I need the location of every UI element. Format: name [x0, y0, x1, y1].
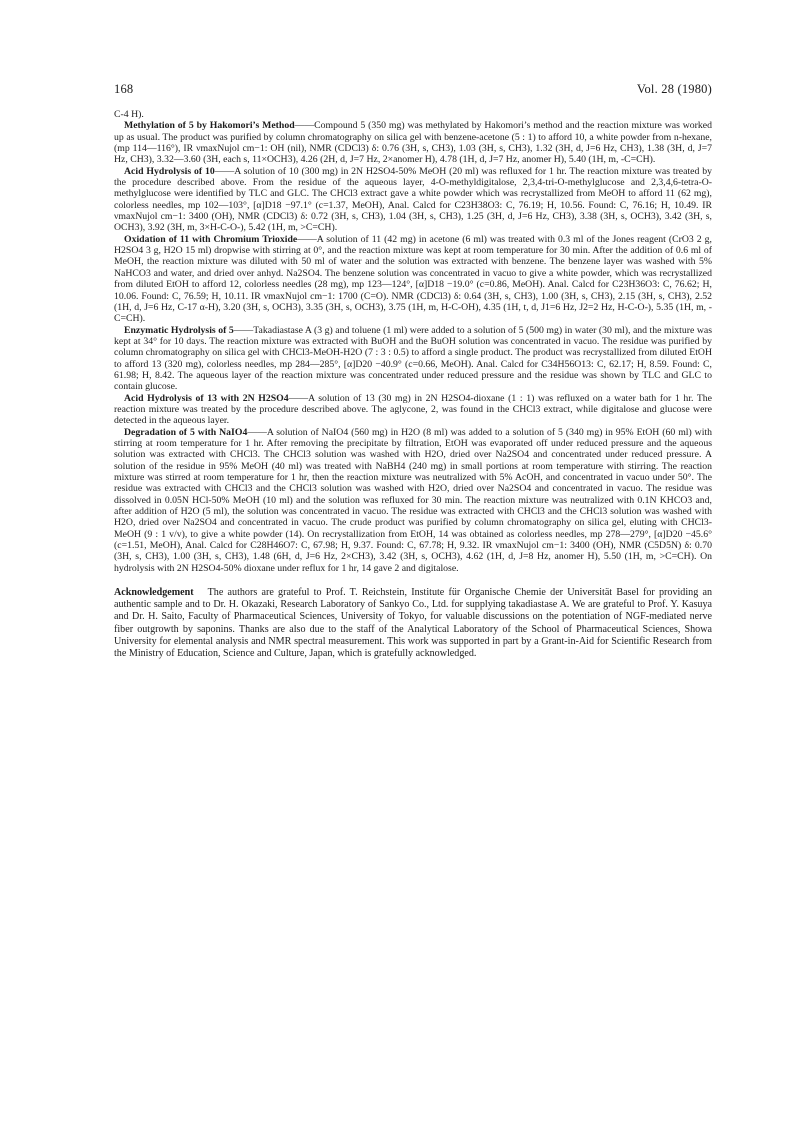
- paragraph-heading: Methylation of 5 by Hakomori’s Method: [124, 120, 295, 132]
- paragraph-text: ——A solution of 11 (42 mg) in acetone (6 ml) was treated with 0.3 ml of the Jones reagent (CrO3 2 g, H2SO4 3 g, H2O 15 ml) dropwise with stirring at 0°, and the reaction mixture was kept at room temperature for 30 min. After the addition of 0.6 ml of MeOH, the reaction mixture was diluted with 50 ml of water and the solution was extracted with benzene. The benzene layer was washed with 5% NaHCO3 and water, and dried over anhyd. Na2SO4. The benzene solution was concentrated in vacuo to give a white powder, which was recrystallized from diluted EtOH to afford 12, colorless needles (28 mg), mp 123—124°, [α]D18 −19.0° (c=0.86, MeOH). Anal. Calcd for C23H36O3: C, 76.62; H, 10.06. Found: C, 76.59; H, 10.11. IR νmaxNujol cm−1: 1700 (C=O). NMR (CDCl3) δ: 0.64 (3H, s, CH3), 1.00 (3H, s, CH3), 2.15 (3H, s, CH3), 2.52 (1H, d, J=6 Hz, C-17 α-H), 3.20 (3H, s, OCH3), 3.35 (3H, s, OCH3), 3.75 (1H, m, H-C-OH), 4.35 (1H, t, d, J1=6 Hz, J2=2 Hz, H-C-O-), 5.35 (1H, m, -C=CH).: [114, 233, 712, 325]
- acknowledgement-heading: Acknowledgement: [114, 587, 194, 599]
- paragraph-text: ——Compound 5 (350 mg) was methylated by Hakomori’s method and the reaction mixture was worked up as usual. The product was purified by column chromatography on silica gel with benzene-acetone (5 : 1) to afford 10, a white powder from n-hexane, (mp 114—116°), IR νmaxNujol cm−1: OH (nil), NMR (CDCl3) δ: 0.76 (3H, s, CH3), 1.03 (3H, s, CH3), 1.32 (3H, d, J=6 Hz, CH3), 1.38 (3H, d, J=7 Hz, CH3), 3.32—3.60 (3H, each s, 11×OCH3), 4.26 (2H, d, J=7 Hz, 2×anomer H), 4.78 (1H, d, J=7 Hz, anomer H), 5.40 (1H, m, -C=CH).: [114, 120, 712, 166]
- paragraph-text: ——A solution of 10 (300 mg) in 2N H2SO4-50% MeOH (20 ml) was refluxed for 1 hr. The reaction mixture was treated by the procedure described above. From the residue of the aqueous layer, 4-O-methyldigitalose, 2,3,4-tri-O-methylglucose and 2,3,4,6-tetra-O-methylglucose were identified by TLC and GLC. The CHCl3 extract gave a white powder which was recrystallized from MeOH to afford 11 (62 mg), colorless needles, mp 102—103°, [α]D18 −97.1° (c=1.37, MeOH), Anal. Calcd for C23H38O3: C, 76.19; H, 10.56. Found: C, 76.16; H, 10.49. IR νmaxNujol cm−1: 3400 (OH), NMR (CDCl3) δ: 0.72 (3H, s, CH3), 1.04 (3H, s, CH3), 1.25 (3H, d, J=6 Hz, CH3), 3.38 (3H, s, OCH3), 3.42 (3H, s, OCH3), 3.92 (3H, m, 3×H-C-O-), 5.42 (1H, m, >C=CH).: [114, 165, 712, 234]
- paragraph-heading: Acid Hydrolysis of 10: [124, 165, 215, 177]
- paragraph-text: ——Takadiastase A (3 g) and toluene (1 ml) were added to a solution of 5 (500 mg) in water (30 ml), and the mixture was kept at 34° for 10 days. The reaction mixture was extracted with BuOH and the BuOH solution was concentrated in vacuo. The residue was purified by column chromatography on silica gel with CHCl3-MeOH-H2O (7 : 3 : 0.5) to afford a single product. The product was recrystallized from diluted EtOH to afford 13 (320 mg), colorless needles, mp 284—285°, [α]D20 −40.9° (c=0.66, MeOH). Anal. Calcd for C34H56O13: C, 62.17; H, 8.59. Found: C, 61.98; H, 8.42. The aqueous layer of the reaction mixture was concentrated under reduced pressure and the residue was shown by TLC and GLC to contain glucose.: [114, 324, 712, 393]
- paragraph-degradation-naio4: [114, 427, 712, 574]
- volume-label: Vol. 28 (1980): [636, 82, 712, 96]
- paragraph-acid-hydrolysis-13: [114, 393, 712, 427]
- paragraph-methylation: [114, 120, 712, 165]
- paragraph-heading: Acid Hydrolysis of 13 with 2N H2SO4: [124, 392, 289, 404]
- paragraph-heading: Oxidation of 11 with Chromium Trioxide: [124, 233, 298, 245]
- paragraph-enzymatic-hydrolysis: [114, 325, 712, 393]
- acknowledgement-paragraph: [114, 587, 712, 660]
- paragraph-text: C-4 H).: [114, 109, 144, 120]
- paragraph-heading: Enzymatic Hydrolysis of 5: [124, 324, 234, 336]
- page-number: 168: [114, 82, 134, 96]
- experimental-section: [114, 109, 712, 574]
- paragraph-acid-hydrolysis-10: [114, 166, 712, 234]
- paragraph-heading: Degradation of 5 with NaIO4: [124, 426, 248, 438]
- journal-page: [114, 82, 712, 660]
- acknowledgement-section: [114, 587, 712, 660]
- paragraph-text: ——A solution of NaIO4 (560 mg) in H2O (8 ml) was added to a solution of 5 (340 mg) in 95% EtOH (60 ml) with stirring at room temperature for 1 hr. After removing the precipitate by filtration, EtOH was evaporated off under reduced pressure and the aqueous solution was extracted with CHCl3. The CHCl3 solution was washed with H2O, dried over Na2SO4 and concentrated under reduced pressure. A solution of the residue in 95% MeOH (40 ml) was treated with NaBH4 (240 mg) in small portions at room temperature with stirring. The reaction mixture was stirred at room temperature for 1 hr, then the reaction mixture was neutralized with 5% AcOH, and concentrated in vacuo under 50°. The residue was extracted with CHCl3 and the CHCl3 solution was washed with H2O, dried over Na2SO4 and concentrated in vacuo. The residue was dissolved in 0.05N HCl-50% MeOH (10 ml) and the solution was refluxed for 30 min. The reaction mixture was neutralized with 0.1N KHCO3 and, after addition of H2O (5 ml), the solution was concentrated in vacuo. The residue was extracted with CHCl3 and the CHCl3 solution was washed with H2O, dried over Na2SO4 and concentrated in vacuo. The crude product was purified by column chromatography on silica gel, eluting with CHCl3-MeOH (9 : 1 v/v), to give a white powder (14). On recrystallization from EtOH, 14 was obtained as colorless needles, mp 278—279°, [α]D20 −45.6° (c=1.51, MeOH), Anal. Calcd for C28H46O7: C, 67.98; H, 9.37. Found: C, 67.78; H, 9.32. IR νmaxNujol cm−1: 3400 (OH), NMR (C5D5N) δ: 0.70 (3H, s, CH3), 1.00 (3H, s, CH3), 1.48 (6H, d, J=6 Hz, 2×CH3), 3.42 (3H, s, OCH3), 4.62 (1H, d, J=8 Hz, anomer H), 5.50 (1H, m, >C=CH). On hydrolysis with 2N H2SO4-50% dioxane under reflux for 1 hr, 14 gave 2 and digitalose.: [114, 426, 713, 574]
- paragraph-oxidation-11: [114, 234, 712, 325]
- acknowledgement-text: The authors are grateful to Prof. T. Reichstein, Institute für Organische Chemie der Universität Basel for providing an authentic sample and to Dr. H. Okazaki, Research Laboratory of Sankyo Co., Ltd. for supplying takadiastase A. We are grateful to Prof. Y. Kasuya and Dr. H. Saito, Faculty of Pharmaceutical Sciences, University of Tokyo, for valuable discussions on the potentiation of NGF-mediated nerve fiber outgrowth by saponins. Thanks are also due to the staff of the Analytical Laboratory of the School of Pharmaceutical Sciences, Showa University for elemental analysis and NMR spectral measurement. This work was supported in part by a Grant-in-Aid for Scientific Research from the Ministry of Education, Science and Culture, Japan, which is gratefully acknowledged.: [114, 587, 712, 659]
- paragraph-continuation: [114, 109, 712, 120]
- paragraph-text: ——A solution of 13 (30 mg) in 2N H2SO4-dioxane (1 : 1) was refluxed on a water bath for 1 hr. The reaction mixture was treated by the procedure described above. The aglycone, 2, was found in the CHCl3 extract, while digitalose and glucose were detected in the aqueous layer.: [114, 392, 712, 427]
- running-header: [114, 82, 712, 97]
